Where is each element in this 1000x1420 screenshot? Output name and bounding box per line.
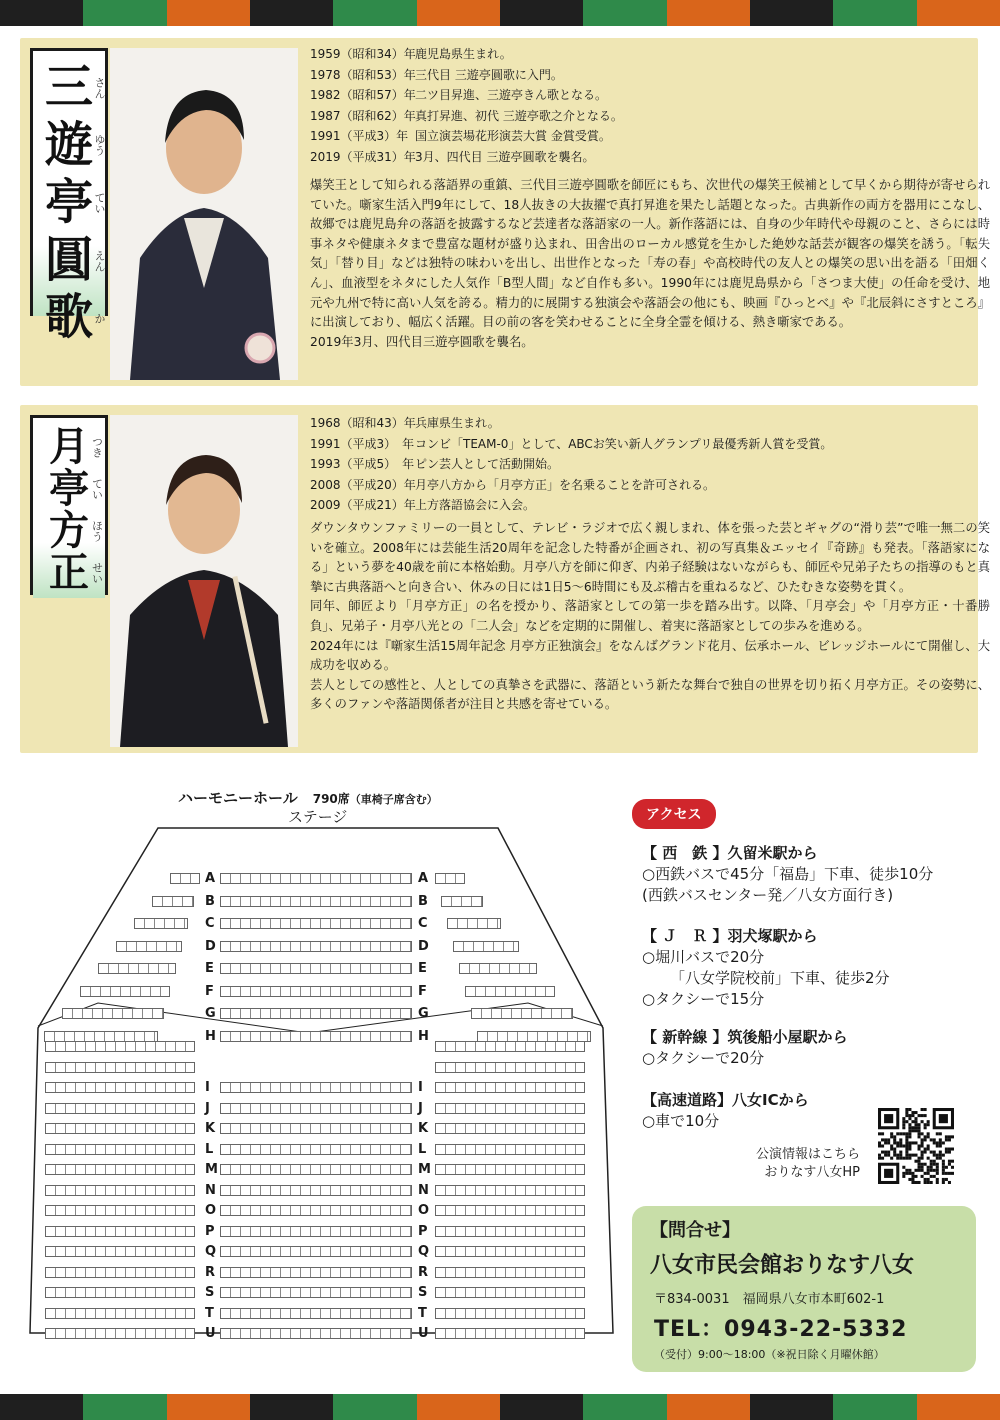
name-char: 月	[49, 423, 89, 470]
performer-name	[43, 59, 95, 347]
ruby-text: ゆう	[93, 134, 106, 157]
seat-row-right[interactable]	[459, 963, 537, 974]
seat-row-left[interactable]	[45, 1287, 195, 1298]
seat-row-right[interactable]	[471, 1008, 573, 1019]
seat-row-right[interactable]	[435, 1164, 585, 1175]
row-label: B	[418, 893, 428, 909]
row-label: R	[418, 1264, 429, 1280]
history-year: 1991（平成3）年	[310, 129, 409, 143]
row-label: T	[418, 1305, 427, 1321]
history-text: 三代目 三遊亭圓歌に入門。	[415, 67, 563, 82]
seat-row-left[interactable]	[45, 1164, 195, 1175]
seat-row-center[interactable]	[220, 1328, 412, 1339]
row-label: D	[205, 938, 216, 954]
row-label: K	[205, 1121, 216, 1136]
row-label: G	[418, 1006, 429, 1021]
seat-row-center[interactable]	[220, 1144, 412, 1155]
history-year: 1987（昭和62）年	[310, 108, 416, 123]
seat-row-left[interactable]	[44, 1031, 158, 1042]
seat-row-center[interactable]	[220, 1103, 412, 1114]
name-char: 正	[49, 549, 89, 596]
access-shinkansen: 【 新幹線 】筑後船小屋駅から ○タクシーで20分	[642, 1028, 848, 1067]
history-text: 上方落語協会に入会。	[415, 498, 536, 512]
row-label: F	[205, 983, 214, 999]
access-jr: 【 Ｊ Ｒ 】羽犬塚駅から ○堀川バスで20分 「八女学院校前」下車、徒歩2分 ○タクシーで15分	[642, 927, 890, 1008]
seat-row-center[interactable]	[220, 1226, 412, 1237]
history-text: 3月、四代目 三遊亭圓歌を襲名。	[415, 149, 595, 164]
row-label: P	[418, 1223, 428, 1239]
seat-row-right[interactable]	[435, 1267, 585, 1278]
seat-row-left[interactable]	[45, 1144, 195, 1155]
history-row	[310, 65, 623, 86]
row-label: K	[418, 1121, 429, 1136]
seat-row-center[interactable]	[220, 1287, 412, 1298]
history-year: 1978（昭和53）年	[310, 67, 416, 82]
history-text: 国立演芸場花形演芸大賞 金賞受賞。	[415, 129, 611, 143]
seat-row-left[interactable]	[116, 941, 182, 952]
name-plate	[30, 415, 108, 595]
seat-row-right[interactable]	[435, 1308, 585, 1319]
history-year: 1991（平成3） 年	[310, 436, 415, 451]
row-label: I	[418, 1080, 423, 1095]
ruby-text: か	[93, 312, 106, 324]
seat-row-center[interactable]	[220, 1082, 412, 1093]
row-label: E	[418, 961, 427, 976]
seat-row-right[interactable]	[435, 1082, 585, 1093]
seat-row-right[interactable]	[441, 896, 483, 907]
row-label: M	[205, 1162, 218, 1177]
bottom-stripe	[0, 1394, 1000, 1420]
history-year: 2008（平成20）年	[310, 477, 416, 492]
seat-row-right[interactable]	[465, 986, 555, 997]
name-plate	[30, 48, 108, 346]
qr-code-icon[interactable]	[878, 1108, 954, 1184]
ruby-text: えん	[93, 249, 106, 272]
seat-row-right[interactable]	[435, 1287, 585, 1298]
history-row	[310, 454, 832, 475]
contact-label: 【問合せ】	[650, 1220, 740, 1241]
history-text: 真打昇進、初代 三遊亭歌之介となる。	[415, 108, 623, 123]
history-year: 1982（昭和57）年	[310, 88, 416, 102]
access-nishitetsu: 【 西 鉄 】久留米駅から ○西鉄バスで45分「福島」下車、徒歩10分 (西鉄バスセンター発／八女方面行き)	[642, 844, 934, 904]
history-text: 月亭八方から「月亭方正」を名乗ることを許可される。	[415, 477, 716, 492]
profile-housei	[20, 405, 990, 753]
history-text: 兵庫県生まれ。	[415, 416, 500, 430]
name-char: 圓	[44, 231, 93, 288]
top-stripe	[0, 0, 1000, 26]
seat-row-center[interactable]	[220, 1185, 412, 1196]
seat-row-right[interactable]	[435, 1185, 585, 1196]
seat-row-left[interactable]	[45, 1328, 195, 1339]
history-row	[310, 413, 832, 434]
phone-number[interactable]: TEL：0943-22-5332	[654, 1317, 908, 1342]
qr-caption: 公演情報はこちら おりなす八女HP	[755, 1147, 860, 1180]
seat-row-left[interactable]	[45, 1246, 195, 1257]
history-year: 1968（昭和43）年	[310, 416, 416, 430]
seat-row-center[interactable]	[220, 986, 412, 997]
name-char: 歌	[44, 289, 93, 346]
seat-row-center[interactable]	[220, 873, 412, 884]
seat-row-left[interactable]	[62, 1008, 164, 1019]
row-label: I	[205, 1080, 210, 1095]
row-label: M	[418, 1162, 431, 1177]
seat-row-center[interactable]	[220, 1246, 412, 1257]
bio-paragraph: 爆笑王として知られる落語界の重鎮、三代目三遊亭圓歌を師匠にもち、次世代の爆笑王候補として早くから期待が寄せられていた。噺家生活入門9年にして、18人抜きの大抜擢で真打昇進を果たし話題となった。古典新作の両方を器用にこなし、故郷では鹿児島弁の落語を披露するなど芸達者な落語家の一人。新作落語には、自身の少年時代や母親のこと、さらには時事ネタや健康ネタまで豊富な題材が盛り込まれ、田舎出のローカル感覚を生かした絶妙な話芸が観客の爆笑を誘う。「転失気」「替り目」などは独特の味わいを出し、出世作となった「寿の春」や高校時代の友人との爆笑の思い出を語る「田畑くん」、血液型をネタにした人気作「B型人間」など自作も多い。1990年には鹿児島県から「さつま大使」の任命を受け、地元や九州で特に高い人気を誇る。精力的に展開する独演会や落語会の他にも、映画『ひっとべ』や『北辰斜にさすところ』に出演しており、幅広く活躍。目の前の客を笑わせることに全身全霊を傾ける、熱き噺家である。	[310, 178, 990, 330]
biography	[310, 176, 990, 352]
seat-row-left[interactable]	[45, 1267, 195, 1278]
seat-row-left[interactable]	[45, 1062, 195, 1073]
ruby-text: つき	[90, 436, 104, 458]
seat-row-right[interactable]	[435, 1062, 585, 1073]
row-label: N	[418, 1182, 429, 1198]
seat-row-left[interactable]	[80, 986, 170, 997]
bio-paragraph: 2024年には『噺家生活15周年記念 月亭方正独演会』をなんばグランド花月、伝承ホール、ビレッジホールにて開催し、大成功を収める。	[310, 638, 990, 673]
seat-row-center[interactable]	[220, 896, 412, 907]
seat-row-center[interactable]	[220, 963, 412, 974]
address: 〒834-0031 福岡県八女市本町602-1	[654, 1292, 885, 1307]
profile-enka	[20, 38, 990, 386]
access-badge: アクセス	[632, 799, 716, 829]
seat-row-right[interactable]	[435, 1041, 585, 1052]
seat-row-left[interactable]	[45, 1041, 195, 1052]
seat-row-left[interactable]	[45, 1123, 195, 1134]
seat-row-right[interactable]	[435, 1246, 585, 1257]
seat-row-right[interactable]	[435, 873, 465, 884]
history-row	[310, 126, 623, 147]
seat-row-right[interactable]	[435, 1205, 585, 1216]
seat-row-left[interactable]	[152, 896, 194, 907]
row-label: A	[205, 871, 216, 886]
history-year: 1959（昭和34）年	[310, 47, 416, 61]
row-label: D	[418, 938, 429, 954]
portrait-illustration	[110, 415, 298, 747]
name-char: 遊	[44, 116, 93, 173]
bio-paragraph: 芸人としての感性と、人としての真摯さを武器に、落語という新たな舞台で独自の世界を切り拓く月亭方正。その姿勢に、多くのファンや落語関係者が注目と共感を寄せている。	[310, 677, 990, 712]
row-label: J	[205, 1100, 210, 1116]
name-char: 方	[49, 507, 89, 554]
history-row	[310, 475, 832, 496]
seat-row-right[interactable]	[435, 1103, 585, 1114]
row-label: F	[418, 983, 427, 999]
performer-photo	[110, 48, 298, 380]
seat-row-center[interactable]	[220, 1164, 412, 1175]
hall-title: ハーモニーホール 790席（車椅子席含む）	[178, 789, 438, 807]
bio-paragraph: 同年、師匠より「月亭方正」の名を授かり、落語家としての第一歩を踏み出す。以降、「月亭会」や「月亭方正・十番勝負」、兄弟子・月亭八光との「二人会」などを定期的に開催し、着実に落語家としての歩みを進める。	[310, 599, 990, 633]
row-label: L	[205, 1141, 214, 1157]
seat-row-center[interactable]	[220, 1205, 412, 1216]
seat-row-center[interactable]	[220, 918, 412, 929]
row-label: C	[418, 916, 428, 931]
history-row	[310, 85, 623, 106]
name-ruby	[91, 59, 106, 347]
row-label: B	[205, 893, 215, 909]
row-label: Q	[205, 1244, 217, 1259]
seat-row-center[interactable]	[220, 1308, 412, 1319]
row-label: Q	[418, 1244, 430, 1259]
history-year: 2019（平成31）年	[310, 149, 416, 164]
seat-row-right[interactable]	[435, 1226, 585, 1237]
access-highway: 【高速道路】八女ICから ○車で10分	[642, 1091, 809, 1130]
seat-row-right[interactable]	[435, 1328, 585, 1339]
seat-row-left[interactable]	[45, 1103, 195, 1114]
seat-row-right[interactable]	[477, 1031, 591, 1042]
name-char: 亭	[49, 465, 89, 512]
row-label: U	[418, 1326, 429, 1341]
row-label: O	[418, 1203, 430, 1218]
row-label: H	[205, 1028, 216, 1044]
name-ruby	[91, 426, 103, 594]
career-history	[310, 413, 832, 516]
stage-label: ステージ	[288, 808, 348, 826]
history-text: ピン芸人として活動開始。	[415, 457, 560, 471]
seat-row-right[interactable]	[435, 1144, 585, 1155]
performer-name	[43, 423, 95, 596]
ruby-text: せい	[90, 562, 104, 584]
history-row	[310, 106, 623, 127]
ruby-text: ほう	[90, 520, 104, 542]
ruby-text: てい	[93, 191, 106, 214]
name-char: 三	[44, 59, 93, 115]
row-label: O	[205, 1203, 217, 1218]
row-label: L	[418, 1141, 427, 1157]
bio-paragraph: 2019年3月、四代目三遊亭圓歌を襲名。	[310, 334, 534, 349]
history-row	[310, 147, 623, 168]
seat-row-left[interactable]	[45, 1308, 195, 1319]
seat-row-center[interactable]	[220, 1123, 412, 1134]
seat-row-right[interactable]	[435, 1123, 585, 1134]
seat-row-left[interactable]	[134, 918, 188, 929]
seat-row-center[interactable]	[220, 1267, 412, 1278]
venue-name: 八女市民会館おりなす八女	[650, 1253, 915, 1278]
biography	[310, 519, 990, 715]
performer-photo	[110, 415, 298, 747]
history-year: 2009（平成21）年	[310, 498, 416, 512]
seat-row-left[interactable]	[45, 1082, 195, 1093]
history-text: コンビ「TEAM-0」として、ABCお笑い新人グランプリ最優秀新人賞を受賞。	[415, 436, 833, 451]
row-label: S	[418, 1285, 428, 1300]
seat-row-left[interactable]	[45, 1226, 195, 1237]
row-label: N	[205, 1182, 216, 1198]
seat-row-center[interactable]	[220, 1008, 412, 1019]
history-year: 1993（平成5） 年	[310, 457, 415, 471]
seat-row-right[interactable]	[447, 918, 501, 929]
row-label: T	[205, 1305, 214, 1321]
seat-row-center[interactable]	[220, 941, 412, 952]
career-history	[310, 44, 623, 167]
row-label: E	[205, 961, 214, 976]
row-label: J	[418, 1100, 423, 1116]
ruby-text: てい	[90, 478, 104, 500]
row-label: R	[205, 1264, 216, 1280]
history-row	[310, 434, 832, 455]
history-row	[310, 44, 623, 65]
contact-box	[632, 1206, 976, 1372]
seat-row-right[interactable]	[453, 941, 519, 952]
history-text: 二ツ目昇進、三遊亭きん歌となる。	[415, 88, 608, 102]
row-label: A	[418, 871, 429, 886]
history-text: 鹿児島県生まれ。	[415, 47, 512, 61]
row-label: H	[418, 1028, 429, 1044]
row-label: U	[205, 1326, 216, 1341]
row-label: C	[205, 916, 215, 931]
row-label: S	[205, 1285, 215, 1300]
portrait-illustration	[110, 48, 298, 380]
ruby-text: さん	[93, 76, 106, 99]
name-char: 亭	[44, 174, 93, 231]
seat-row-left[interactable]	[45, 1205, 195, 1216]
seat-row-left[interactable]	[170, 873, 200, 884]
history-row	[310, 495, 832, 516]
seat-row-left[interactable]	[98, 963, 176, 974]
row-label: G	[205, 1006, 216, 1021]
reception-hours: （受付）9:00〜18:00（※祝日除く月曜休館）	[654, 1348, 885, 1361]
row-label: P	[205, 1223, 215, 1239]
bio-paragraph: ダウンタウンファミリーの一員として、テレビ・ラジオで広く親しまれ、体を張った芸とギャグの“滑り芸”で唯一無二の笑いを確立。2008年には芸能生活20周年を記念した特番が企画され、初の写真集＆エッセイ『奇跡』も発表。「落語家になる」という夢を40歳を前に本格始動。月亭八方を師に仰ぎ、内弟子経験はないながらも、師匠や兄弟子たちの指導のもと真摯に古典落語へと向き合い、休みの日には1日5〜6時間にも及ぶ稽古を重ねるなど、ひたむきな姿勢を貫く。	[310, 521, 990, 594]
seat-row-center[interactable]	[220, 1031, 412, 1042]
seat-row-left[interactable]	[45, 1185, 195, 1196]
